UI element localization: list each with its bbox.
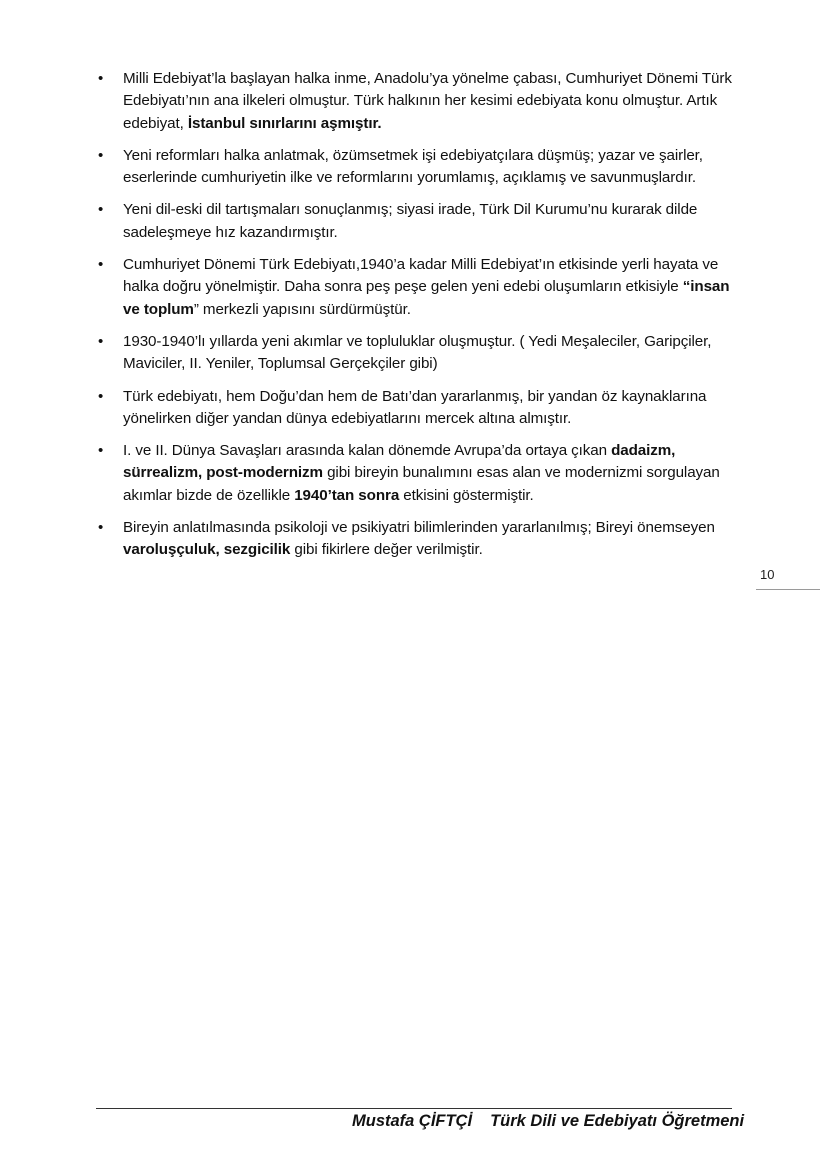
bullet-item [98, 386, 738, 431]
text-segment: ” merkezli yapısını sürdürmüştür. [193, 300, 411, 318]
footer-rule [96, 1108, 732, 1109]
text-segment: 1930-1940’lı yıllarda yeni akımlar ve topluluklar oluşmuştur. ( Yedi Meşaleciler, Garipçiler, Maviciler, II. Yeniler, Toplumsal Gerçekçiler gibi) [123, 332, 712, 373]
bold-text-segment: varoluşçuluk, sezgicilik [123, 541, 291, 559]
bullet-item [98, 145, 738, 190]
bullet-item [98, 199, 738, 244]
bullet-text [123, 201, 697, 240]
text-segment: Türk edebiyatı, hem Doğu’dan hem de Batı’dan yararlanmış, bir yandan öz kaynaklarına yönelirken diğer yandan dünya edebiyatlarını mercek altına almıştır. [123, 387, 707, 427]
bullet-item [98, 68, 738, 135]
bold-text-segment: “insan ve toplum [123, 278, 730, 318]
bullet-dot-icon: • [98, 519, 104, 537]
bold-text-segment: dadaizm, sürrealizm, post-modernizm [123, 442, 676, 482]
bullet-dot-icon: • [98, 442, 104, 460]
bullet-dot-icon: • [98, 256, 104, 274]
bullet-item [98, 254, 738, 321]
text-segment: gibi bireyin bunalımını esas alan ve modernizmi sorgulayan akımlar bizde de özellikle [123, 464, 720, 504]
page-number-rule [756, 589, 820, 590]
text-segment: Yeni reformları halka anlatmak, özümsetmek işi edebiyatçılara düşmüş; yazar ve şairler, eserlerinde cumhuriyetin ilke ve reformlarını yorumlamış, açıklamış ve savunmuşlardır. [123, 146, 703, 187]
bullet-text [123, 388, 706, 427]
text-segment: etkisini göstermiştir. [399, 486, 534, 504]
bullet-text [123, 442, 720, 504]
bullet-dot-icon: • [98, 332, 104, 350]
bullet-dot-icon: • [98, 70, 104, 87]
bullet-text [123, 70, 732, 132]
bullet-text [123, 147, 703, 186]
bullet-text [123, 333, 711, 372]
footer-role: Türk Dili ve Edebiyatı Öğretmeni [490, 1112, 745, 1130]
text-segment: gibi fikirlere değer verilmiştir. [290, 541, 483, 559]
text-segment: Cumhuriyet Dönemi Türk Edebiyatı,1940’a kadar Milli Edebiyat’ın etkisinde yerli hayata ve halka doğru yönelmiştir. Daha sonra peş peşe gelen yeni edebi oluşumların etkisiyle [123, 256, 719, 296]
text-segment: I. ve II. Dünya Savaşları arasında kalan dönemde Avrupa’da ortaya çıkan [123, 442, 612, 460]
text-segment: Yeni dil-eski dil tartışmaları sonuçlanmış; siyasi irade, Türk Dil Kurumu’nu kurarak dilde sadeleşmeye hız kazandırmıştır. [123, 201, 698, 241]
bullet-text [123, 256, 729, 318]
bullet-dot-icon: • [98, 201, 104, 219]
bold-text-segment: 1940’tan sonra [294, 486, 400, 504]
bullet-dot-icon: • [98, 146, 104, 164]
text-segment: Bireyin anlatılmasında psikoloji ve psikiyatri bilimlerinden yararlanılmış; Bireyi önemseyen [123, 519, 715, 537]
bullet-dot-icon: • [98, 387, 104, 405]
text-segment: Milli Edebiyat’la başlayan halka inme, Anadolu’ya yönelme çabası, Cumhuriyet Dönemi Türk Edebiyatı’nın ana ilkeleri olmuştur. Türk halkının her kesimi edebiyata konu olmuştur. Artık edebiyat, [123, 70, 732, 132]
bold-text-segment: İstanbul sınırlarını aşmıştır. [187, 114, 382, 132]
footer-author: Mustafa ÇİFTÇİ [352, 1112, 473, 1130]
footer [352, 1112, 744, 1131]
bullet-item [98, 331, 738, 376]
bullet-item [98, 440, 738, 507]
bullet-text [123, 519, 715, 558]
bullet-item [98, 517, 738, 562]
page-number: 10 [760, 567, 775, 582]
bullet-list [98, 68, 738, 572]
